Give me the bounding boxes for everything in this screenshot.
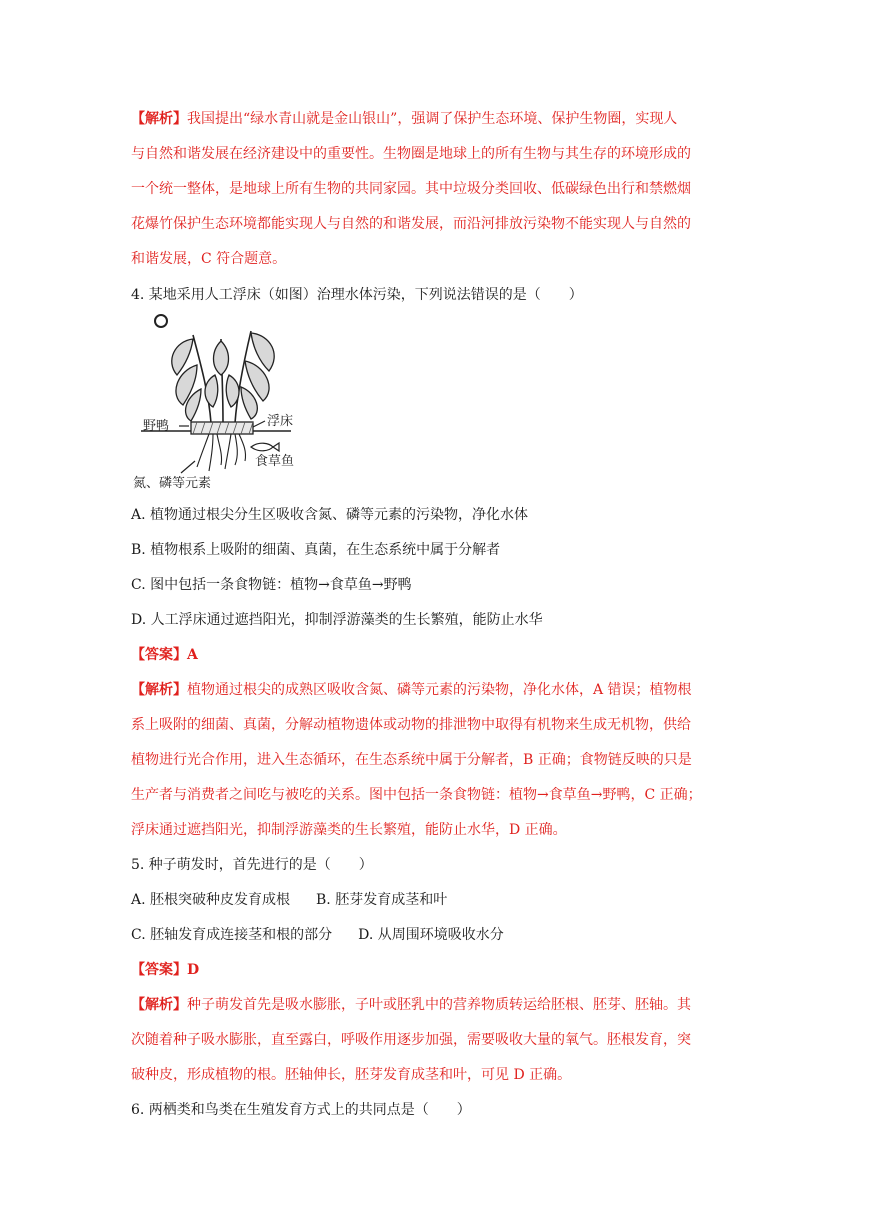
question-stem: 5. 种子萌发时，首先进行的是（ ） xyxy=(131,857,373,873)
options-row-cd xyxy=(131,918,741,953)
option-b: B. 胚芽发育成茎和叶 xyxy=(316,892,448,908)
analysis-tag: 【解析】 xyxy=(131,682,187,698)
option-c: C. 图中包括一条食物链：植物→食草鱼→野鸭 xyxy=(131,577,412,593)
question-4-options xyxy=(131,498,741,848)
analysis-line: 一个统一整体，是地球上所有生物的共同家园。其中垃圾分类回收、低碳绿色出行和禁燃烟 xyxy=(131,181,691,197)
option-a: A. 植物通过根尖分生区吸收含氮、磷等元素的污染物，净化水体 xyxy=(131,507,529,523)
options-row-ab xyxy=(131,883,741,918)
fish-drawing xyxy=(251,443,273,451)
analysis-line: 植物进行光合作用，进入生态循环，在生态系统中属于分解者，B 正确；食物链反映的只是 xyxy=(131,752,692,768)
analysis-tag: 【解析】 xyxy=(131,997,187,1013)
analysis-q3 xyxy=(131,102,741,277)
analysis-line: 浮床通过遮挡阳光，抑制浮游藻类的生长繁殖，能防止水华，D 正确。 xyxy=(131,822,567,838)
answer-q5: 【答案】D xyxy=(131,962,200,978)
floating-bed-figure xyxy=(131,305,321,495)
analysis-line: 系上吸附的细菌、真菌，分解动植物遗体或动物的排泄物中取得有机物来生成无机物，供给 xyxy=(131,717,691,733)
analysis-line: 破种皮，形成植物的根。胚轴伸长，胚芽发育成茎和叶，可见 D 正确。 xyxy=(131,1067,572,1083)
analysis-line: 【解析】种子萌发首先是吸水膨胀，子叶或胚乳中的营养物质转运给胚根、胚芽、胚轴。其 xyxy=(131,997,691,1013)
label-fish: 食草鱼 xyxy=(255,454,295,469)
question-stem: 6. 两栖类和鸟类在生殖发育方式上的共同点是（ ） xyxy=(131,1102,471,1118)
option-d: D. 人工浮床通过遮挡阳光，抑制浮游藻类的生长繁殖，能防止水华 xyxy=(131,612,543,628)
analysis-line: 与自然和谐发展在经济建设中的重要性。生物圈是地球上的所有生物与其生存的环境形成的 xyxy=(131,146,691,162)
analysis-line: 花爆竹保护生态环境都能实现人与自然的和谐发展，而沿河排放污染物不能实现人与自然的 xyxy=(131,216,691,232)
analysis-line: 【解析】我国提出“绿水青山就是金山银山”，强调了保护生态环境、保护生物圈，实现人 xyxy=(131,111,678,127)
option-d: D. 从周围环境吸收水分 xyxy=(358,927,504,943)
sun-icon xyxy=(155,315,167,327)
option-c: C. 胚轴发育成连接茎和根的部分 xyxy=(131,927,333,943)
label-duck: 野鸭 xyxy=(143,419,170,434)
analysis-line: 次随着种子吸水膨胀，直至露白，呼吸作用逐步加强，需要吸收大量的氧气。胚根发育，突 xyxy=(131,1032,691,1048)
question-6 xyxy=(131,1093,741,1128)
analysis-line: 生产者与消费者之间吃与被吃的关系。图中包括一条食物链：植物→食草鱼→野鸭，C 正确； xyxy=(131,787,702,803)
analysis-tag: 【解析】 xyxy=(131,111,187,127)
roots-drawing xyxy=(197,434,246,471)
answer-q4: 【答案】A xyxy=(131,647,198,663)
analysis-line: 【解析】植物通过根尖的成熟区吸收含氮、磷等元素的污染物，净化水体，A 错误；植物根 xyxy=(131,682,692,698)
option-b: B. 植物根系上吸附的细菌、真菌，在生态系统中属于分解者 xyxy=(131,542,501,558)
question-stem: 4. 某地采用人工浮床（如图）治理水体污染，下列说法错误的是（ ） xyxy=(131,287,583,303)
label-elements: 氮、磷等元素 xyxy=(133,476,212,491)
analysis-line: 和谐发展，C 符合题意。 xyxy=(131,251,287,267)
label-float-bed: 浮床 xyxy=(267,414,294,429)
option-a: A. 胚根突破种皮发育成根 xyxy=(131,892,291,908)
question-5 xyxy=(131,848,741,1093)
float-bed-drawing xyxy=(191,422,253,434)
